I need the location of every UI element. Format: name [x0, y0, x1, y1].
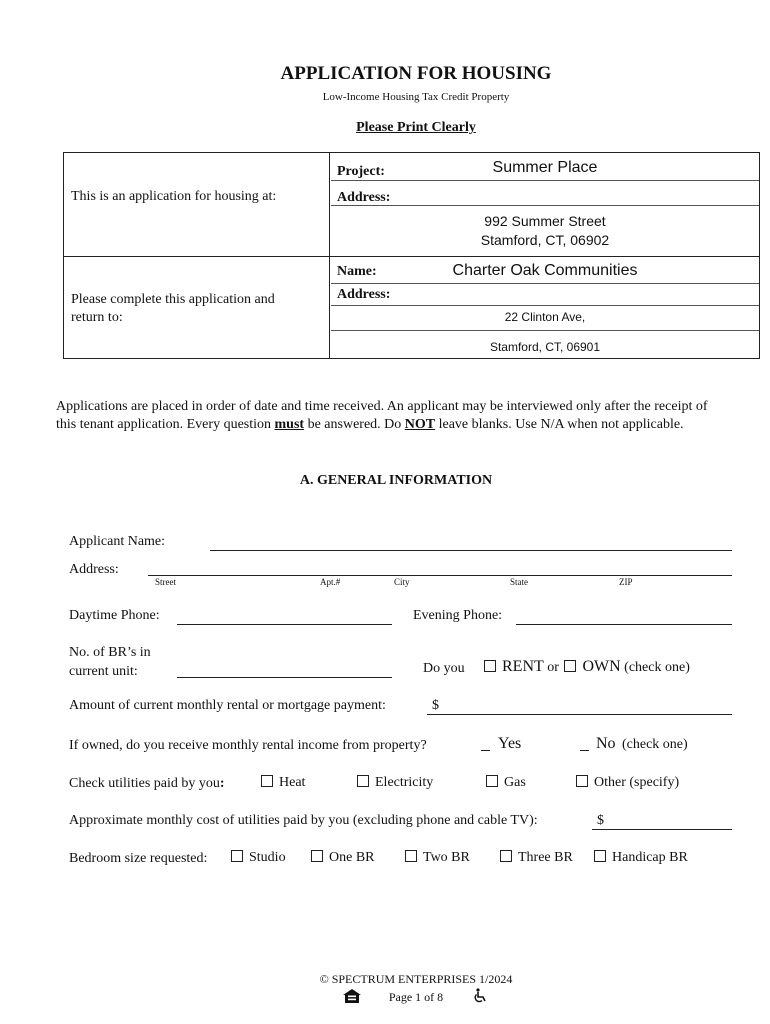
gas-checkbox[interactable] — [486, 775, 498, 787]
project-label: Project: — [337, 164, 385, 179]
handicap-br-option[interactable]: Handicap BR — [594, 850, 688, 866]
address-label: Address: — [337, 190, 391, 205]
name-label: Name: — [337, 264, 377, 279]
rent-checkbox[interactable] — [484, 660, 496, 672]
three-br-checkbox[interactable] — [500, 850, 512, 862]
wheelchair-icon — [473, 988, 487, 1003]
state-sublabel: State — [510, 577, 528, 587]
info-table — [63, 152, 760, 359]
utility-cost-label: Approximate monthly cost of utilities paid by you (excluding phone and cable TV): — [69, 813, 538, 828]
section-a-title: A. GENERAL INFORMATION — [299, 473, 493, 488]
heat-checkbox[interactable] — [261, 775, 273, 787]
not-emphasis: NOT — [404, 417, 436, 432]
check-one-label-2: (check one) — [622, 737, 688, 752]
dollar-sign-2: $ — [597, 813, 604, 828]
monthly-payment-field[interactable] — [427, 714, 732, 715]
applicant-name-label: Applicant Name: — [69, 534, 166, 549]
apply-at-label: This is an application for housing at: — [71, 189, 277, 204]
copyright-notice: © SPECTRUM ENTERPRISES 1/2024 — [319, 972, 513, 986]
one-br-checkbox[interactable] — [311, 850, 323, 862]
page-title: APPLICATION FOR HOUSING — [280, 63, 552, 84]
page-subtitle: Low-Income Housing Tax Credit Property — [322, 91, 510, 103]
no-label: No — [596, 735, 616, 752]
instructions-paragraph: Applications are placed in order of date and time received. An applicant may be interviewed only after the receipt of this tenant application. Every question must be answered. Do NOT leave blanks. Use N/A when not applicable. — [56, 399, 708, 432]
return-to-label: Please complete this application and return to: — [71, 292, 275, 325]
studio-option[interactable]: Studio — [231, 850, 286, 866]
heat-option[interactable]: Heat — [261, 775, 305, 791]
studio-checkbox[interactable] — [231, 850, 243, 862]
rent-own-group — [484, 658, 690, 676]
return-address-line2: Stamford, CT, 06901 — [489, 340, 601, 354]
daytime-phone-label: Daytime Phone: — [69, 608, 160, 623]
check-one-label: (check one) — [624, 660, 690, 675]
own-checkbox[interactable] — [564, 660, 576, 672]
one-br-option[interactable]: One BR — [311, 850, 375, 866]
evening-phone-field[interactable] — [516, 624, 732, 625]
project-value: Summer Place — [492, 159, 598, 176]
address-field-label: Address: — [69, 562, 119, 577]
yes-blank[interactable] — [481, 750, 490, 751]
three-br-option[interactable]: Three BR — [500, 850, 573, 866]
address-field[interactable] — [148, 575, 732, 576]
no-blank[interactable] — [580, 750, 589, 751]
two-br-checkbox[interactable] — [405, 850, 417, 862]
rent-label: RENT — [502, 658, 544, 675]
name-value: Charter Oak Communities — [452, 262, 638, 279]
return-address-line1: 22 Clinton Ave, — [504, 310, 586, 324]
return-address-label: Address: — [337, 287, 391, 302]
own-label: OWN — [582, 658, 621, 675]
utility-cost-field[interactable] — [592, 829, 732, 830]
city-sublabel: City — [394, 577, 410, 587]
address-line2: Stamford, CT, 06902 — [480, 232, 610, 248]
utilities-label: Check utilities paid by you: — [69, 776, 225, 791]
electricity-option[interactable]: Electricity — [357, 775, 433, 791]
handicap-br-checkbox[interactable] — [594, 850, 606, 862]
other-option[interactable]: Other (specify) — [576, 775, 679, 791]
apt-sublabel: Apt.# — [320, 577, 341, 587]
applicant-name-field[interactable] — [210, 550, 732, 551]
other-checkbox[interactable] — [576, 775, 588, 787]
evening-phone-label: Evening Phone: — [413, 608, 503, 623]
brs-field[interactable] — [177, 677, 392, 678]
yes-label: Yes — [498, 735, 522, 752]
dollar-sign: $ — [432, 698, 439, 713]
two-br-option[interactable]: Two BR — [405, 850, 470, 866]
print-clearly-note: Please Print Clearly — [356, 120, 476, 135]
zip-sublabel: ZIP — [619, 577, 633, 587]
gas-option[interactable]: Gas — [486, 775, 526, 791]
electricity-checkbox[interactable] — [357, 775, 369, 787]
bedroom-size-label: Bedroom size requested: — [69, 851, 208, 866]
daytime-phone-field[interactable] — [177, 624, 392, 625]
monthly-payment-label: Amount of current monthly rental or mortgage payment: — [69, 698, 386, 713]
or-label: or — [547, 660, 559, 675]
page-number: Page 1 of 8 — [388, 990, 444, 1004]
address-line1: 992 Summer Street — [484, 213, 606, 229]
brs-label: No. of BR’s in current unit: — [69, 645, 151, 679]
street-sublabel: Street — [155, 577, 176, 587]
rental-income-question: If owned, do you receive monthly rental income from property? — [69, 738, 427, 753]
must-emphasis: must — [274, 417, 305, 432]
do-you-label: Do you — [423, 661, 465, 676]
